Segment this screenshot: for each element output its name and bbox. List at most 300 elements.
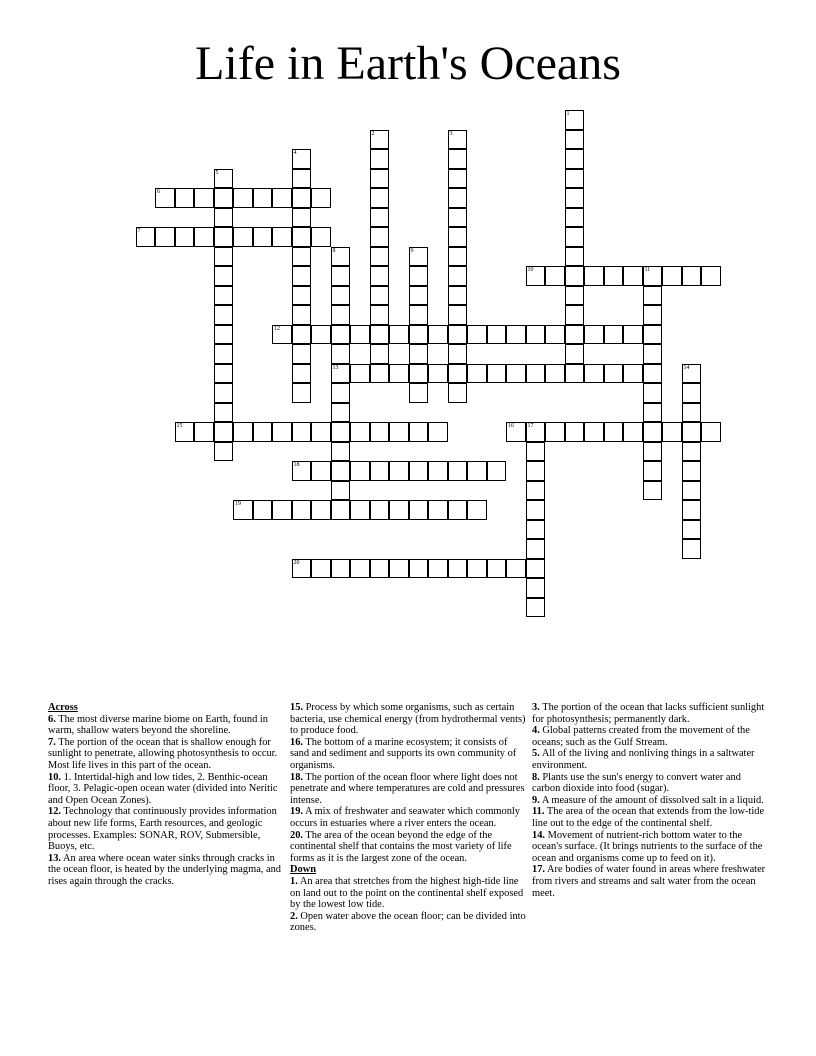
grid-cell[interactable] bbox=[311, 227, 331, 247]
grid-cell[interactable] bbox=[331, 383, 351, 403]
clue-number: 2 bbox=[371, 130, 375, 137]
grid-cell[interactable] bbox=[682, 520, 702, 540]
grid-cell[interactable] bbox=[155, 188, 175, 208]
grid-cell[interactable] bbox=[292, 149, 312, 169]
grid-cell[interactable] bbox=[311, 422, 331, 442]
clue-item bbox=[290, 702, 526, 737]
grid-cell[interactable] bbox=[643, 344, 663, 364]
grid-cell[interactable] bbox=[350, 364, 370, 384]
clue-text: Process by which some organisms, such as certain bacteria, use chemical energy (from hydrothermal vents) to produce food. bbox=[290, 702, 526, 737]
grid-cell[interactable] bbox=[331, 305, 351, 325]
grid-cell[interactable] bbox=[643, 266, 663, 286]
grid-cell[interactable] bbox=[370, 305, 390, 325]
across-heading: Across bbox=[48, 702, 78, 713]
grid-cell[interactable] bbox=[565, 422, 585, 442]
grid-cell[interactable] bbox=[526, 500, 546, 520]
grid-cell[interactable] bbox=[506, 422, 526, 442]
grid-cell[interactable] bbox=[292, 305, 312, 325]
grid-cell[interactable] bbox=[526, 364, 546, 384]
grid-cell[interactable] bbox=[331, 286, 351, 306]
grid-cell[interactable] bbox=[214, 188, 234, 208]
grid-cell[interactable] bbox=[448, 364, 468, 384]
clue-number: 7 bbox=[137, 228, 141, 234]
clue-text: The bottom of a marine ecosystem; it consists of sand and sediment and supports its own community of organisms. bbox=[290, 736, 517, 771]
clue-text: An area that stretches from the highest high-tide line on land out to the point on the continental shelf exposed by the lowest low tide. bbox=[290, 875, 524, 911]
grid-cell[interactable] bbox=[643, 461, 663, 481]
grid-cell[interactable] bbox=[253, 500, 273, 520]
clue-label-number: 13. bbox=[48, 852, 61, 864]
grid-cell[interactable] bbox=[331, 559, 351, 579]
grid-cell[interactable] bbox=[506, 364, 526, 384]
grid-cell[interactable] bbox=[292, 422, 312, 442]
grid-cell[interactable] bbox=[604, 364, 624, 384]
clue-label-number: 20. bbox=[290, 829, 303, 841]
grid-cell[interactable] bbox=[311, 188, 331, 208]
clue-item bbox=[532, 830, 766, 865]
grid-cell[interactable] bbox=[370, 188, 390, 208]
clue-label-number: 10. bbox=[48, 771, 61, 783]
grid-cell[interactable] bbox=[526, 481, 546, 501]
grid-cell[interactable] bbox=[565, 188, 585, 208]
grid-cell[interactable] bbox=[604, 325, 624, 345]
grid-cell[interactable] bbox=[214, 286, 234, 306]
clue-column-3 bbox=[532, 702, 766, 899]
clue-text: 1. Intertidal-high and low tides, 2. Benthic-ocean floor, 3. Pelagic-open ocean water (divided into Neritic and Open Ocean Zones). bbox=[48, 771, 278, 806]
grid-cell[interactable] bbox=[389, 461, 409, 481]
clue-item bbox=[532, 864, 766, 899]
grid-cell[interactable] bbox=[331, 481, 351, 501]
grid-cell[interactable] bbox=[214, 227, 234, 247]
grid-cell[interactable] bbox=[311, 559, 331, 579]
clue-label-number: 9. bbox=[532, 794, 540, 806]
clue-number: 16 bbox=[508, 423, 514, 429]
clue-number: 18 bbox=[293, 462, 300, 468]
clue-number: 13 bbox=[332, 364, 339, 371]
clue-number: 12 bbox=[274, 325, 280, 332]
grid-cell[interactable] bbox=[409, 383, 429, 403]
puzzle-title: Life in Earth's Oceans bbox=[195, 37, 621, 90]
grid-cell[interactable] bbox=[194, 422, 214, 442]
clue-text: Movement of nutrient-rich bottom water to the ocean's surface. (It brings nutrients to the surface of the ocean and organisms come up to feed on it). bbox=[532, 829, 763, 864]
grid-cell[interactable] bbox=[253, 227, 273, 247]
grid-cell[interactable] bbox=[409, 305, 429, 325]
grid-cell[interactable] bbox=[389, 325, 409, 345]
grid-cell[interactable] bbox=[370, 130, 390, 150]
grid-cell[interactable] bbox=[643, 422, 663, 442]
clue-text: The portion of the ocean that is shallow enough for sunlight to penetrate, allowing photosynthesis to occur. Most life lives in this part of the ocean. bbox=[48, 736, 278, 771]
grid-cell[interactable] bbox=[448, 247, 468, 267]
grid-cell[interactable] bbox=[370, 247, 390, 267]
grid-cell[interactable] bbox=[136, 227, 156, 247]
grid-cell[interactable] bbox=[682, 500, 702, 520]
grid-cell[interactable] bbox=[370, 344, 390, 364]
grid-cell[interactable] bbox=[214, 208, 234, 228]
grid-cell[interactable] bbox=[584, 364, 604, 384]
grid-cell[interactable] bbox=[292, 500, 312, 520]
grid-cell[interactable] bbox=[643, 305, 663, 325]
grid-cell[interactable] bbox=[409, 559, 429, 579]
grid-cell[interactable] bbox=[643, 325, 663, 345]
grid-cell[interactable] bbox=[214, 305, 234, 325]
grid-cell[interactable] bbox=[643, 442, 663, 462]
grid-cell[interactable] bbox=[565, 130, 585, 150]
grid-cell[interactable] bbox=[253, 188, 273, 208]
grid-cell[interactable] bbox=[584, 266, 604, 286]
grid-cell[interactable] bbox=[448, 305, 468, 325]
grid-cell[interactable] bbox=[214, 344, 234, 364]
grid-cell[interactable] bbox=[643, 286, 663, 306]
grid-cell[interactable] bbox=[623, 364, 643, 384]
clue-number: 5 bbox=[215, 169, 219, 176]
grid-cell[interactable] bbox=[370, 325, 390, 345]
clue-number: 4 bbox=[293, 150, 297, 156]
grid-cell[interactable] bbox=[272, 188, 292, 208]
clue-label-number: 5. bbox=[532, 748, 540, 760]
grid-cell[interactable] bbox=[701, 266, 721, 286]
grid-cell[interactable] bbox=[194, 227, 214, 247]
clue-label-number: 3. bbox=[532, 702, 540, 713]
clue-label-number: 6. bbox=[48, 713, 56, 725]
clue-label-number: 18. bbox=[290, 771, 303, 783]
grid-cell[interactable] bbox=[448, 169, 468, 189]
grid-cell[interactable] bbox=[214, 422, 234, 442]
grid-cell[interactable] bbox=[370, 559, 390, 579]
clue-label-number: 8. bbox=[532, 771, 540, 783]
grid-cell[interactable] bbox=[155, 227, 175, 247]
grid-cell[interactable] bbox=[370, 461, 390, 481]
grid-cell[interactable] bbox=[506, 325, 526, 345]
down-heading: Down bbox=[290, 864, 316, 876]
grid-cell[interactable] bbox=[292, 188, 312, 208]
grid-cell[interactable] bbox=[370, 227, 390, 247]
grid-cell[interactable] bbox=[292, 286, 312, 306]
grid-cell[interactable] bbox=[233, 422, 253, 442]
grid-cell[interactable] bbox=[448, 227, 468, 247]
grid-cell[interactable] bbox=[448, 286, 468, 306]
grid-cell[interactable] bbox=[448, 383, 468, 403]
grid-cell[interactable] bbox=[487, 559, 507, 579]
grid-cell[interactable] bbox=[292, 383, 312, 403]
grid-cell[interactable] bbox=[565, 247, 585, 267]
clue-item bbox=[48, 737, 282, 772]
clue-text: The area of the ocean beyond the edge of the continental shelf that contains the most variety of life forms as it is the largest zone of the ocean. bbox=[290, 829, 512, 864]
grid-cell[interactable] bbox=[292, 325, 312, 345]
grid-cell[interactable] bbox=[448, 500, 468, 520]
grid-cell[interactable] bbox=[448, 188, 468, 208]
clue-label-number: 14. bbox=[532, 829, 545, 841]
grid-cell[interactable] bbox=[409, 461, 429, 481]
grid-cell[interactable] bbox=[350, 559, 370, 579]
grid-cell[interactable] bbox=[233, 500, 253, 520]
clue-item bbox=[532, 806, 766, 829]
grid-cell[interactable] bbox=[370, 208, 390, 228]
grid-cell[interactable] bbox=[292, 247, 312, 267]
grid-cell[interactable] bbox=[682, 266, 702, 286]
grid-cell[interactable] bbox=[311, 325, 331, 345]
grid-cell[interactable] bbox=[448, 266, 468, 286]
grid-cell[interactable] bbox=[311, 500, 331, 520]
grid-cell[interactable] bbox=[428, 422, 448, 442]
grid-cell[interactable] bbox=[370, 422, 390, 442]
clue-label-number: 16. bbox=[290, 736, 303, 748]
grid-cell[interactable] bbox=[292, 266, 312, 286]
grid-cell[interactable] bbox=[272, 227, 292, 247]
grid-cell[interactable] bbox=[214, 442, 234, 462]
grid-cell[interactable] bbox=[389, 422, 409, 442]
grid-cell[interactable] bbox=[292, 208, 312, 228]
grid-cell[interactable] bbox=[331, 500, 351, 520]
grid-cell[interactable] bbox=[448, 149, 468, 169]
grid-cell[interactable] bbox=[409, 286, 429, 306]
clue-number: 9 bbox=[410, 247, 414, 254]
grid-cell[interactable] bbox=[682, 442, 702, 462]
clue-label-number: 7. bbox=[48, 736, 56, 748]
grid-cell[interactable] bbox=[467, 559, 487, 579]
clue-text: The portion of the ocean that lacks sufficient sunlight for photosynthesis; permanently dark. bbox=[532, 702, 765, 725]
grid-cell[interactable] bbox=[623, 266, 643, 286]
grid-cell[interactable] bbox=[331, 247, 351, 267]
clue-text: Are bodies of water found in areas where freshwater from rivers and streams and salt water from the ocean meet. bbox=[532, 864, 766, 899]
grid-cell[interactable] bbox=[682, 403, 702, 423]
grid-cell[interactable] bbox=[214, 247, 234, 267]
clue-text: All of the living and nonliving things in a saltwater environment. bbox=[532, 748, 755, 771]
clue-text: The most diverse marine biome on Earth, found in warm, shallow waters beyond the shoreline. bbox=[48, 713, 268, 737]
grid-cell[interactable] bbox=[272, 500, 292, 520]
grid-cell[interactable] bbox=[545, 364, 565, 384]
grid-cell[interactable] bbox=[331, 422, 351, 442]
grid-cell[interactable] bbox=[292, 559, 312, 579]
grid-cell[interactable] bbox=[311, 461, 331, 481]
grid-cell[interactable] bbox=[409, 422, 429, 442]
grid-cell[interactable] bbox=[467, 325, 487, 345]
grid-cell[interactable] bbox=[448, 344, 468, 364]
grid-cell[interactable] bbox=[409, 247, 429, 267]
grid-cell[interactable] bbox=[409, 344, 429, 364]
clue-item bbox=[532, 748, 766, 771]
clue-item bbox=[48, 806, 282, 852]
clue-column-2 bbox=[290, 702, 526, 934]
grid-cell[interactable] bbox=[175, 227, 195, 247]
grid-cell[interactable] bbox=[682, 422, 702, 442]
clue-number: 6 bbox=[157, 189, 160, 195]
grid-cell[interactable] bbox=[448, 559, 468, 579]
clue-item bbox=[48, 714, 282, 737]
grid-cell[interactable] bbox=[448, 461, 468, 481]
clue-item bbox=[48, 772, 282, 807]
clue-number: 15 bbox=[176, 423, 183, 429]
grid-cell[interactable] bbox=[526, 442, 546, 462]
grid-cell[interactable] bbox=[370, 500, 390, 520]
grid-cell[interactable] bbox=[526, 325, 546, 345]
clue-item bbox=[290, 830, 526, 865]
grid-cell[interactable] bbox=[214, 403, 234, 423]
grid-cell[interactable] bbox=[292, 344, 312, 364]
grid-cell[interactable] bbox=[175, 422, 195, 442]
grid-cell[interactable] bbox=[214, 325, 234, 345]
grid-cell[interactable] bbox=[331, 364, 351, 384]
clue-label-number: 1. bbox=[290, 875, 298, 887]
grid-cell[interactable] bbox=[350, 325, 370, 345]
grid-cell[interactable] bbox=[409, 500, 429, 520]
clue-item bbox=[290, 806, 526, 829]
grid-cell[interactable] bbox=[584, 325, 604, 345]
clue-text: An area where ocean water sinks through cracks in the ocean floor, is heated by the underlying magma, and rises again through the cracks. bbox=[48, 852, 282, 887]
grid-cell[interactable] bbox=[623, 325, 643, 345]
grid-cell[interactable] bbox=[370, 286, 390, 306]
grid-cell[interactable] bbox=[565, 305, 585, 325]
grid-cell[interactable] bbox=[370, 266, 390, 286]
grid-cell[interactable] bbox=[682, 383, 702, 403]
grid-cell[interactable] bbox=[428, 364, 448, 384]
grid-cell[interactable] bbox=[409, 364, 429, 384]
grid-cell[interactable] bbox=[292, 461, 312, 481]
grid-cell[interactable] bbox=[292, 227, 312, 247]
grid-cell[interactable] bbox=[350, 500, 370, 520]
grid-cell[interactable] bbox=[194, 188, 214, 208]
grid-cell[interactable] bbox=[526, 520, 546, 540]
grid-cell[interactable] bbox=[604, 422, 624, 442]
grid-cell[interactable] bbox=[214, 364, 234, 384]
grid-cell[interactable] bbox=[467, 461, 487, 481]
clue-column-1 bbox=[48, 702, 282, 888]
grid-cell[interactable] bbox=[662, 266, 682, 286]
grid-cell[interactable] bbox=[643, 481, 663, 501]
clue-item bbox=[290, 772, 526, 807]
grid-cell[interactable] bbox=[487, 364, 507, 384]
grid-cell[interactable] bbox=[565, 325, 585, 345]
grid-cell[interactable] bbox=[623, 422, 643, 442]
clue-number: 3 bbox=[449, 130, 453, 137]
grid-cell[interactable] bbox=[526, 559, 546, 579]
clue-label-number: 17. bbox=[532, 864, 545, 876]
grid-cell[interactable] bbox=[526, 539, 546, 559]
grid-cell[interactable] bbox=[701, 422, 721, 442]
grid-cell[interactable] bbox=[292, 364, 312, 384]
grid-cell[interactable] bbox=[662, 422, 682, 442]
grid-cell[interactable] bbox=[467, 364, 487, 384]
grid-cell[interactable] bbox=[448, 325, 468, 345]
grid-cell[interactable] bbox=[682, 461, 702, 481]
grid-cell[interactable] bbox=[389, 559, 409, 579]
grid-cell[interactable] bbox=[214, 169, 234, 189]
grid-cell[interactable] bbox=[487, 325, 507, 345]
clue-label-number: 2. bbox=[290, 910, 298, 922]
grid-cell[interactable] bbox=[565, 149, 585, 169]
clue-item bbox=[532, 772, 766, 795]
clue-label-number: 12. bbox=[48, 806, 61, 818]
clue-label-number: 15. bbox=[290, 702, 303, 713]
grid-cell[interactable] bbox=[565, 110, 585, 130]
grid-cell[interactable] bbox=[448, 130, 468, 150]
grid-cell[interactable] bbox=[643, 383, 663, 403]
grid-cell[interactable] bbox=[370, 149, 390, 169]
grid-cell[interactable] bbox=[487, 461, 507, 481]
clue-text: The portion of the ocean floor where light does not penetrate and where temperatures are cold and pressures intense. bbox=[290, 771, 525, 806]
grid-cell[interactable] bbox=[331, 266, 351, 286]
grid-cell[interactable] bbox=[584, 422, 604, 442]
grid-cell[interactable] bbox=[331, 403, 351, 423]
grid-cell[interactable] bbox=[604, 266, 624, 286]
clue-item bbox=[290, 876, 526, 911]
grid-cell[interactable] bbox=[428, 559, 448, 579]
grid-cell[interactable] bbox=[506, 559, 526, 579]
grid-cell[interactable] bbox=[526, 266, 546, 286]
grid-cell[interactable] bbox=[565, 364, 585, 384]
grid-cell[interactable] bbox=[526, 578, 546, 598]
grid-cell[interactable] bbox=[175, 188, 195, 208]
grid-cell[interactable] bbox=[292, 169, 312, 189]
clue-text: Plants use the sun's energy to convert water and carbon dioxide into food (sugar). bbox=[532, 771, 741, 795]
grid-cell[interactable] bbox=[565, 266, 585, 286]
grid-cell[interactable] bbox=[526, 461, 546, 481]
grid-cell[interactable] bbox=[643, 403, 663, 423]
clue-number: 8 bbox=[332, 247, 336, 254]
grid-cell[interactable] bbox=[682, 481, 702, 501]
grid-cell[interactable] bbox=[331, 344, 351, 364]
clue-text: A mix of freshwater and seawater which commonly occurs in estuaries where a river enters the ocean. bbox=[290, 806, 520, 829]
grid-cell[interactable] bbox=[370, 169, 390, 189]
grid-cell[interactable] bbox=[428, 325, 448, 345]
grid-cell[interactable] bbox=[214, 383, 234, 403]
grid-cell[interactable] bbox=[272, 325, 292, 345]
clue-item bbox=[532, 795, 766, 807]
grid-cell[interactable] bbox=[682, 364, 702, 384]
grid-cell[interactable] bbox=[389, 500, 409, 520]
grid-cell[interactable] bbox=[370, 364, 390, 384]
grid-cell[interactable] bbox=[545, 266, 565, 286]
grid-cell[interactable] bbox=[331, 461, 351, 481]
grid-cell[interactable] bbox=[565, 286, 585, 306]
grid-cell[interactable] bbox=[233, 227, 253, 247]
grid-cell[interactable] bbox=[409, 325, 429, 345]
grid-cell[interactable] bbox=[682, 539, 702, 559]
grid-cell[interactable] bbox=[448, 208, 468, 228]
grid-cell[interactable] bbox=[350, 422, 370, 442]
grid-cell[interactable] bbox=[428, 500, 448, 520]
clue-item bbox=[532, 702, 766, 725]
grid-cell[interactable] bbox=[565, 208, 585, 228]
grid-cell[interactable] bbox=[409, 266, 429, 286]
clue-text: Global patterns created from the movement of the oceans; such as the Gulf Stream. bbox=[532, 725, 750, 748]
grid-cell[interactable] bbox=[214, 266, 234, 286]
grid-cell[interactable] bbox=[565, 169, 585, 189]
grid-cell[interactable] bbox=[526, 598, 546, 618]
grid-cell[interactable] bbox=[526, 422, 546, 442]
grid-cell[interactable] bbox=[272, 422, 292, 442]
grid-cell[interactable] bbox=[565, 227, 585, 247]
grid-cell[interactable] bbox=[350, 461, 370, 481]
grid-cell[interactable] bbox=[545, 325, 565, 345]
grid-cell[interactable] bbox=[467, 500, 487, 520]
grid-cell[interactable] bbox=[565, 344, 585, 364]
clue-item bbox=[48, 853, 282, 888]
clue-number: 10 bbox=[527, 267, 534, 273]
clue-label-number: 11. bbox=[532, 806, 545, 818]
clue-item bbox=[532, 725, 766, 748]
grid-cell[interactable] bbox=[428, 461, 448, 481]
grid-cell[interactable] bbox=[331, 442, 351, 462]
clue-number: 14 bbox=[683, 364, 690, 371]
clue-item bbox=[290, 911, 526, 934]
grid-cell[interactable] bbox=[253, 422, 273, 442]
grid-cell[interactable] bbox=[233, 188, 253, 208]
grid-cell[interactable] bbox=[545, 422, 565, 442]
grid-cell[interactable] bbox=[643, 364, 663, 384]
clue-text: The area of the ocean that extends from the low-tide line out to the edge of the continental shelf. bbox=[532, 806, 765, 829]
clue-number: 11 bbox=[644, 267, 651, 273]
grid-cell[interactable] bbox=[389, 364, 409, 384]
grid-cell[interactable] bbox=[331, 325, 351, 345]
